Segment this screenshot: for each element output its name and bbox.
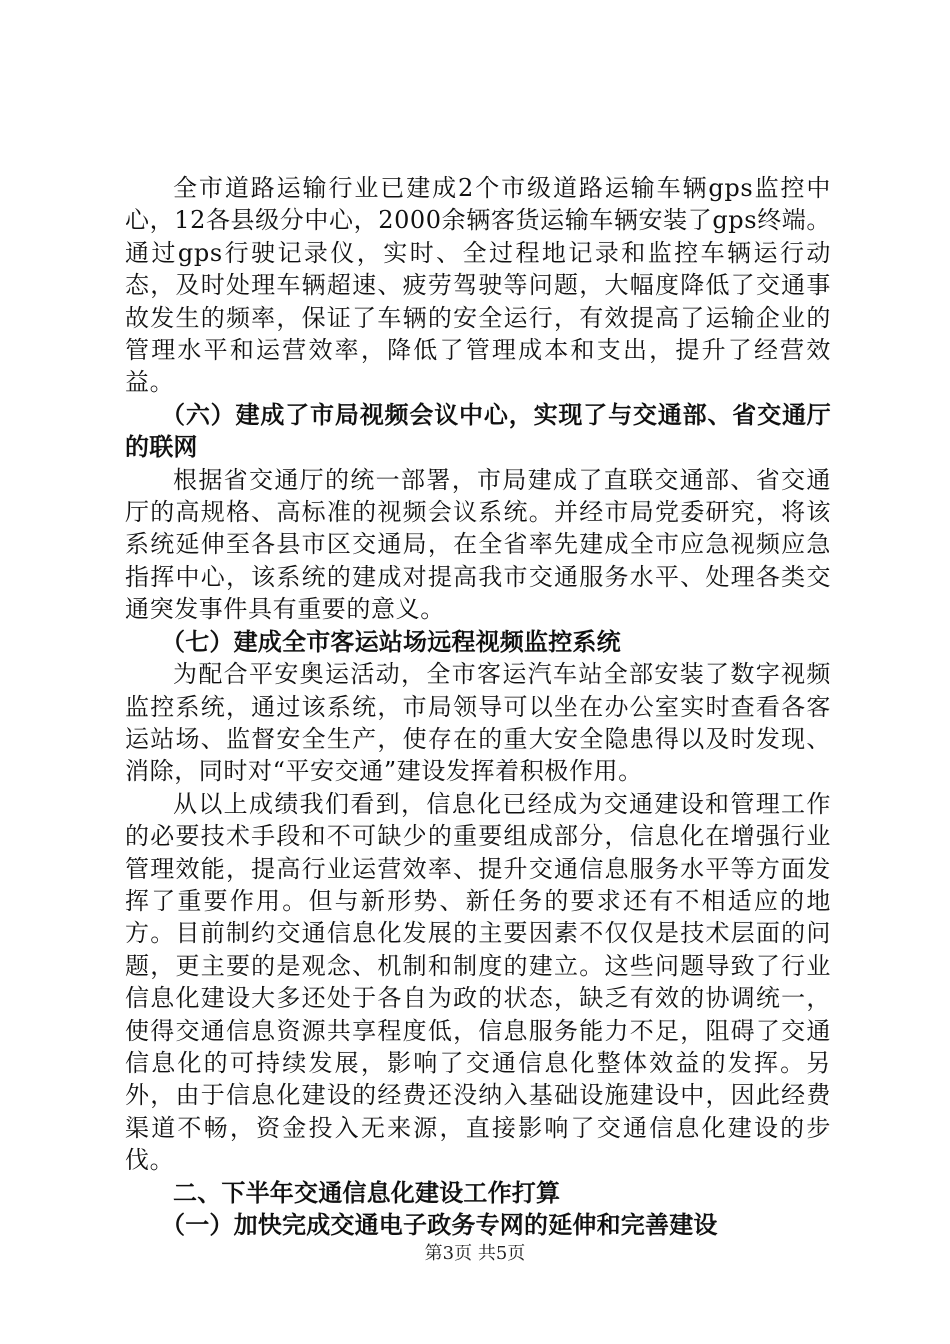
paragraph-gps-monitoring: 全市道路运输行业已建成2个市级道路运输车辆gps监控中心，12各县级分中心，2000余辆客货运输车辆安装了gps终端。通过gps行驶记录仪，实时、全过程地记录和监控车辆运行动态，及时处理车辆超速、疲劳驾驶等问题，大幅度降低了交通事故发生的频率，保证了车辆的安全运行，有效提高了运输企业的管理水平和运营效率，降低了管理成本和支出，提升了经营效益。 <box>125 174 831 397</box>
section-heading-part-2: 二、下半年交通信息化建设工作打算 <box>173 1178 561 1207</box>
section-heading-2-1: （一）加快完成交通电子政务专网的延伸和完善建设 <box>161 1211 718 1239</box>
paragraph-video-surveillance: 为配合平安奥运活动，全市客运汽车站全部安装了数字视频监控系统，通过该系统，市局领导可以坐在办公室实时查看各客运站场、监督安全生产，使存在的重大安全隐患得以及时发现、消除，同时对“平安交通”建设发挥着积极作用。 <box>125 660 831 786</box>
paragraph-video-conference: 根据省交通厅的统一部署，市局建成了直联交通部、省交通厅的高规格、高标准的视频会议系统。并经市局党委研究，将该系统延伸至各县市区交通局，在全省率先建成全市应急视频应急指挥中心，该系统的建成对提高我市交通服务水平、处理各类交通突发事件具有重要的意义。 <box>125 465 831 624</box>
section-heading-7: （七）建成全市客运站场远程视频监控系统 <box>161 627 621 656</box>
document-body <box>125 172 831 1241</box>
paragraph-summary: 从以上成绩我们看到，信息化已经成为交通建设和管理工作的必要技术手段和不可缺少的重要组成部分，信息化在增强行业管理效能，提高行业运营效率、提升交通信息服务水平等方面发挥了重要作用。但与新形势、新任务的要求还有不相适应的地方。目前制约交通信息化发展的主要因素不仅仅是技术层面的问题，更主要的是观念、机制和制度的建立。这些问题导致了行业信息化建设大多还处于各自为政的状态，缺乏有效的协调统一，使得交通信息资源共享程度低，信息服务能力不足，阻碍了交通信息化的可持续发展，影响了交通信息化整体效益的发挥。另外，由于信息化建设的经费还没纳入基础设施建设中，因此经费渠道不畅，资金投入无来源，直接影响了交通信息化建设的步伐。 <box>125 789 831 1175</box>
page-footer: 第3页 共5页 <box>424 1243 526 1264</box>
section-heading-6: （六）建成了市局视频会议中心，实现了与交通部、省交通厅的联网 <box>125 400 831 462</box>
